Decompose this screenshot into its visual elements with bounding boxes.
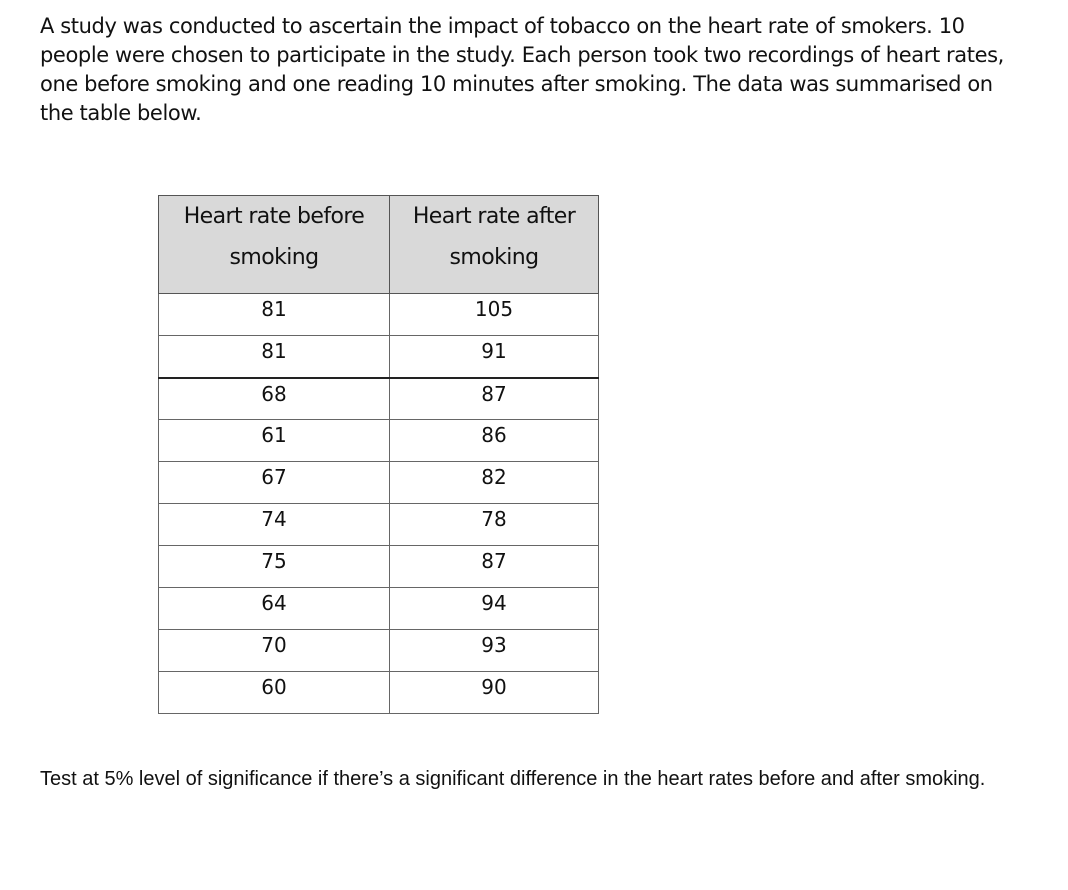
cell-before: 60 bbox=[159, 672, 390, 714]
table-row bbox=[159, 378, 599, 420]
cell-before: 81 bbox=[159, 294, 390, 336]
cell-after: 94 bbox=[390, 588, 599, 630]
table-row bbox=[159, 462, 599, 504]
cell-after: 78 bbox=[390, 504, 599, 546]
table-row bbox=[159, 504, 599, 546]
header-after-line1: Heart rate after bbox=[412, 204, 576, 229]
cell-after: 86 bbox=[390, 420, 599, 462]
table-row bbox=[159, 336, 599, 378]
header-after-smoking bbox=[390, 196, 599, 294]
cell-after: 91 bbox=[390, 336, 599, 378]
cell-before: 68 bbox=[159, 378, 390, 420]
cell-after: 93 bbox=[390, 630, 599, 672]
table-row bbox=[159, 588, 599, 630]
header-before-line1: Heart rate before bbox=[183, 204, 365, 229]
cell-after: 105 bbox=[390, 294, 599, 336]
cell-before: 75 bbox=[159, 546, 390, 588]
intro-paragraph: A study was conducted to ascertain the impact of tobacco on the heart rate of smokers. 10 people were chosen to participate in the study. Each person took two recordings of heart rates, one before smoking and one reading 10 minutes after smoking. The data was summarised on the table below. bbox=[40, 14, 1004, 125]
cell-before: 74 bbox=[159, 504, 390, 546]
cell-before: 70 bbox=[159, 630, 390, 672]
cell-before: 64 bbox=[159, 588, 390, 630]
header-before-line2: smoking bbox=[229, 245, 319, 270]
table-row bbox=[159, 630, 599, 672]
cell-after: 87 bbox=[390, 546, 599, 588]
question-paragraph: Test at 5% level of significance if there’s a significant difference in the heart rates before and after smoking. bbox=[40, 768, 986, 790]
cell-after: 82 bbox=[390, 462, 599, 504]
header-before-smoking bbox=[159, 196, 390, 294]
table-row bbox=[159, 546, 599, 588]
table-row bbox=[159, 294, 599, 336]
header-after-line2: smoking bbox=[449, 245, 539, 270]
cell-before: 61 bbox=[159, 420, 390, 462]
heart-rate-table bbox=[158, 195, 599, 714]
cell-after: 90 bbox=[390, 672, 599, 714]
table-row bbox=[159, 420, 599, 462]
table-row bbox=[159, 672, 599, 714]
cell-before: 81 bbox=[159, 336, 390, 378]
table-header-row bbox=[159, 196, 599, 294]
cell-before: 67 bbox=[159, 462, 390, 504]
cell-after: 87 bbox=[390, 378, 599, 420]
